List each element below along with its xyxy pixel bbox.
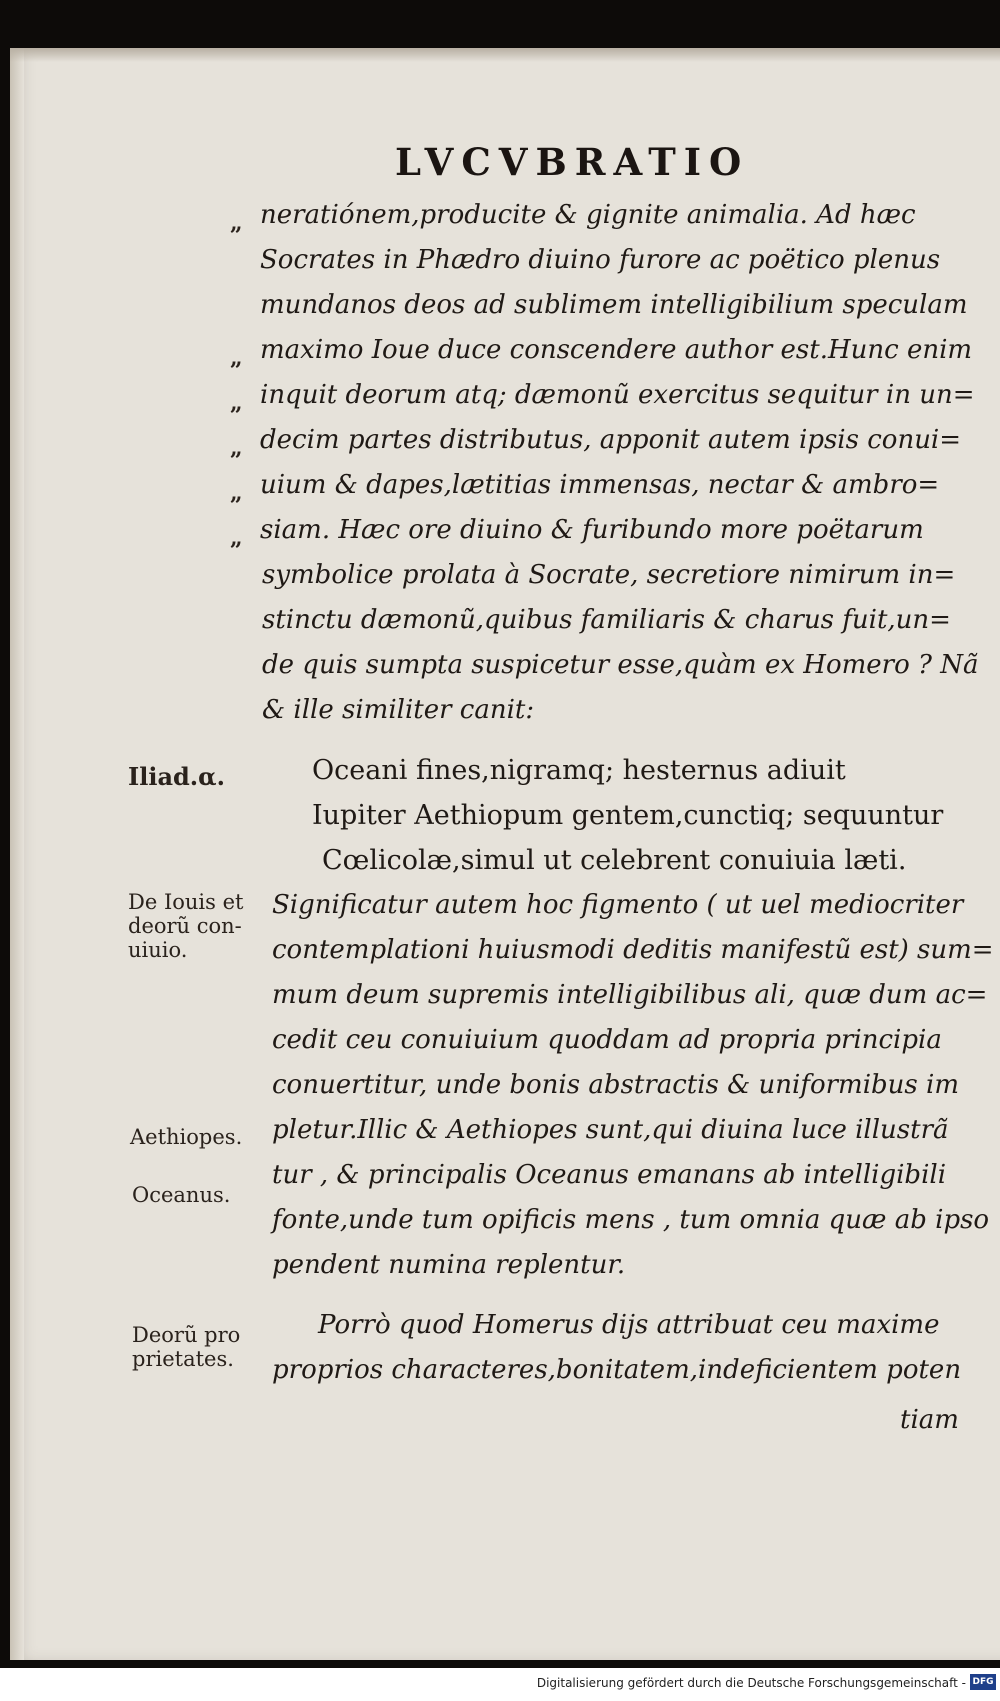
quote-marker: „ [230, 390, 243, 416]
text-line: cedit ceu conuiuium quoddam ad propria principia [272, 1025, 942, 1055]
text-line: tur , & principalis Oceanus emanans ab intelligibili [272, 1160, 947, 1190]
text-line: maximo Ioue duce conscendere author est.Hunc enim [260, 335, 973, 365]
text-line: conuertitur, unde bonis abstractis & uniformibus im [272, 1070, 959, 1100]
text-line: mum deum supremis intelligibilibus ali, quæ dum ac= [272, 980, 988, 1010]
text-line: neratiónem,producite & gignite animalia. Ad hæc [260, 200, 916, 230]
digitization-credit: Digitalisierung gefördert durch die Deutsche Forschungsgemeinschaft - [536, 1676, 966, 1690]
text-line: fonte,unde tum opificis mens , tum omnia quæ ab ipso [272, 1205, 990, 1235]
verse-line: Iupiter Aethiopum gentem,cunctiq; sequuntur [312, 800, 944, 831]
verse-line: Oceani fines,nigramq; hesternus adiuit [312, 755, 846, 786]
verse-line: Cœlicolæ,simul ut celebrent conuiuia læti. [322, 845, 907, 876]
margin-note: Iliad.α. [128, 762, 225, 791]
text-line: mundanos deos ad sublimem intelligibilium speculam [260, 290, 968, 320]
page-gutter-shadow [10, 48, 24, 1660]
text-line: pletur.Illic & Aethiopes sunt,qui diuina luce illustrã [272, 1115, 949, 1145]
text-line: uium & dapes,lætitias immensas, nectar & ambro= [260, 470, 940, 500]
text-line: contemplationi huiusmodi deditis manifestũ est) sum= [272, 935, 994, 965]
text-line: inquit deorum atq; dæmonũ exercitus sequitur in un= [260, 380, 975, 410]
margin-note: Deorũ pro prietates. [132, 1323, 241, 1371]
dfg-logo-icon: DFG [970, 1674, 996, 1690]
text-line: symbolice prolata à Socrate, secretiore nimirum in= [262, 560, 956, 590]
text-line: stinctu dæmonũ,quibus familiaris & charus fuit,un= [262, 605, 951, 635]
quote-marker: „ [230, 525, 243, 551]
running-head: LVCVBRATIO [395, 140, 750, 184]
catchword: tiam [900, 1405, 959, 1435]
quote-marker: „ [230, 345, 243, 371]
text-line: de quis sumpta suspicetur esse,quàm ex Homero ? Nã [262, 650, 979, 680]
quote-marker: „ [230, 480, 243, 506]
text-line: Socrates in Phædro diuino furore ac poëtico plenus [260, 245, 941, 275]
text-line: pendent numina replentur. [272, 1250, 626, 1280]
margin-note: Aethiopes. [130, 1125, 243, 1149]
margin-note: De Iouis et deorũ con- uiuio. [128, 890, 244, 962]
text-line: siam. Hæc ore diuino & furibundo more poëtarum [260, 515, 924, 545]
margin-note: Oceanus. [132, 1183, 231, 1207]
quote-marker: „ [230, 435, 243, 461]
page-top-shadow [10, 48, 1000, 62]
text-line: & ille similiter canit: [262, 695, 535, 725]
text-line: Porrò quod Homerus dijs attribuat ceu maxime [318, 1310, 940, 1340]
text-line: proprios characteres,bonitatem,indeficientem poten [272, 1355, 962, 1385]
quote-marker: „ [230, 210, 243, 236]
text-line: decim partes distributus, apponit autem ipsis conui= [260, 425, 962, 455]
text-line: Significatur autem hoc figmento ( ut uel mediocriter [272, 890, 964, 920]
